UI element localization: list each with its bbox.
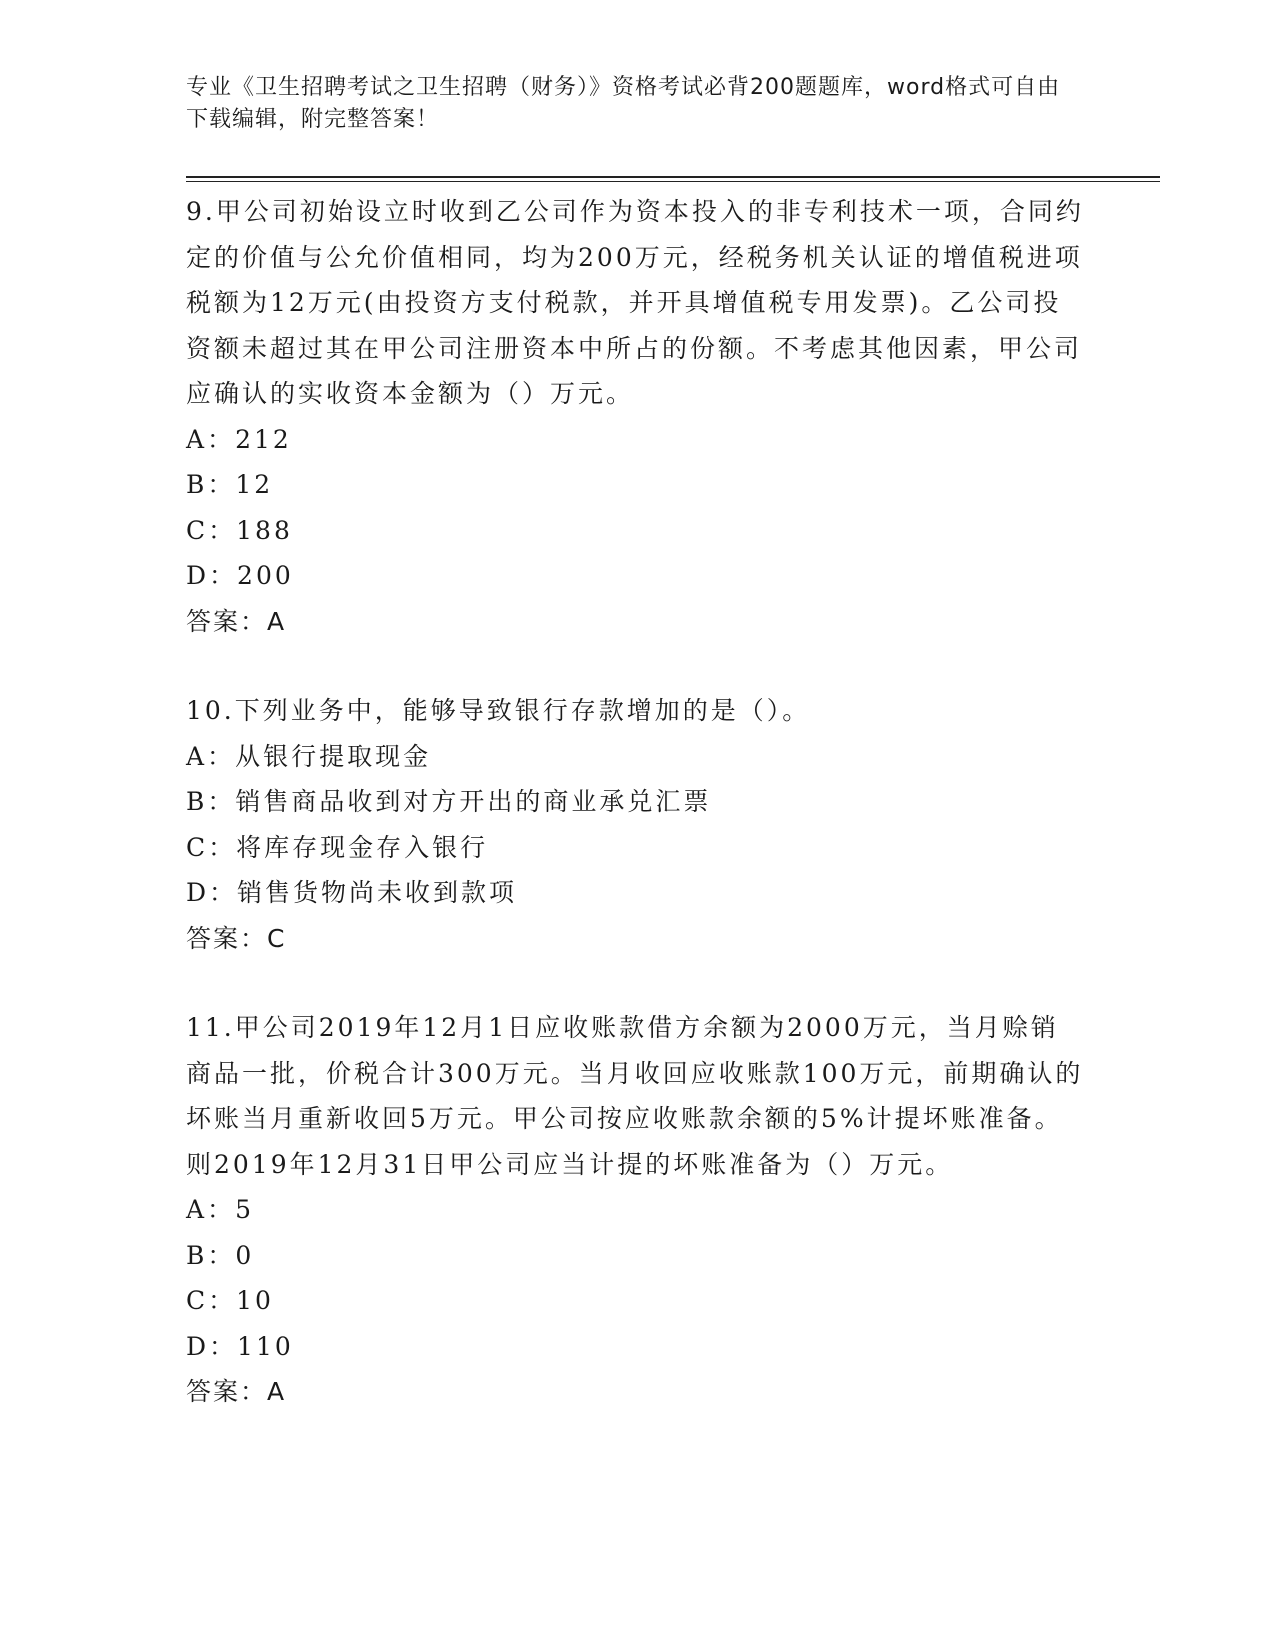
question-9 <box>186 189 1086 644</box>
option-text: 200 <box>237 561 294 590</box>
option-key: D： <box>186 1331 238 1361</box>
option-key: D： <box>186 561 238 590</box>
option-text: 110 <box>237 1331 294 1361</box>
option-d <box>186 553 1086 599</box>
option-text: 212 <box>235 424 292 454</box>
question-stem: 10.下列业务中，能够导致银行存款增加的是（）。 <box>186 696 811 725</box>
option-key: B： <box>186 470 236 499</box>
option-d <box>186 870 1086 916</box>
answer-line: 答案：A <box>186 1377 287 1406</box>
option-key: D： <box>186 878 238 907</box>
option-d <box>186 1324 1086 1370</box>
option-text: 5 <box>235 1195 254 1224</box>
option-text: 0 <box>235 1240 255 1270</box>
option-text: 188 <box>236 515 293 545</box>
option-b <box>186 462 1086 508</box>
option-key: A： <box>186 424 236 454</box>
option-key: B： <box>186 787 236 816</box>
option-text: 将库存现金存入银行 <box>236 832 489 862</box>
option-c <box>186 1278 1086 1324</box>
option-a <box>186 417 1086 463</box>
question-stem: 9.甲公司初始设立时收到乙公司作为资本投入的非专利技术一项，合同约定的价值与公允价值相同，均为200万元，经税务机关认证的增值税进项税额为12万元(由投资方支付税款，并开具增值税专用发票)。乙公司投资额未超过其在甲公司注册资本中所占的份额。不考虑其他因素，甲公司应确认的实收资本金额为（）万元。 <box>186 197 1084 408</box>
option-c <box>186 508 1086 554</box>
option-key: B： <box>186 1240 236 1270</box>
answer-line: 答案：A <box>186 606 287 636</box>
option-key: A： <box>186 1195 236 1224</box>
option-text: 从银行提取现金 <box>235 741 432 771</box>
option-a <box>186 1187 1086 1233</box>
question-10 <box>186 688 1086 961</box>
question-list <box>186 189 1086 1459</box>
option-text: 销售货物尚未收到款项 <box>237 878 518 907</box>
option-text: 销售商品收到对方开出的商业承兑汇票 <box>235 787 712 816</box>
option-a <box>186 734 1086 780</box>
question-11 <box>186 1005 1086 1415</box>
document-header: 专业《卫生招聘考试之卫生招聘（财务）》资格考试必背200题题库，word格式可自由下载编辑，附完整答案！ <box>186 75 1061 132</box>
option-key: C： <box>186 515 237 545</box>
answer-line: 答案：C <box>186 923 287 953</box>
option-b <box>186 779 1086 825</box>
option-key: A： <box>186 741 236 771</box>
option-c <box>186 825 1086 871</box>
option-b <box>186 1233 1086 1279</box>
option-text: 10 <box>236 1286 274 1315</box>
option-key: C： <box>186 1286 237 1315</box>
header-divider <box>186 176 1160 182</box>
option-text: 12 <box>235 470 274 499</box>
question-stem: 11.甲公司2019年12月1日应收账款借方余额为2000万元，当月赊销商品一批，价税合计300万元。当月收回应收账款100万元，前期确认的坏账当月重新收回5万元。甲公司按应收账款余额的5%计提坏账准备。则2019年12月31日甲公司应当计提的坏账准备为（）万元。 <box>186 1013 1084 1179</box>
option-key: C： <box>186 832 237 862</box>
